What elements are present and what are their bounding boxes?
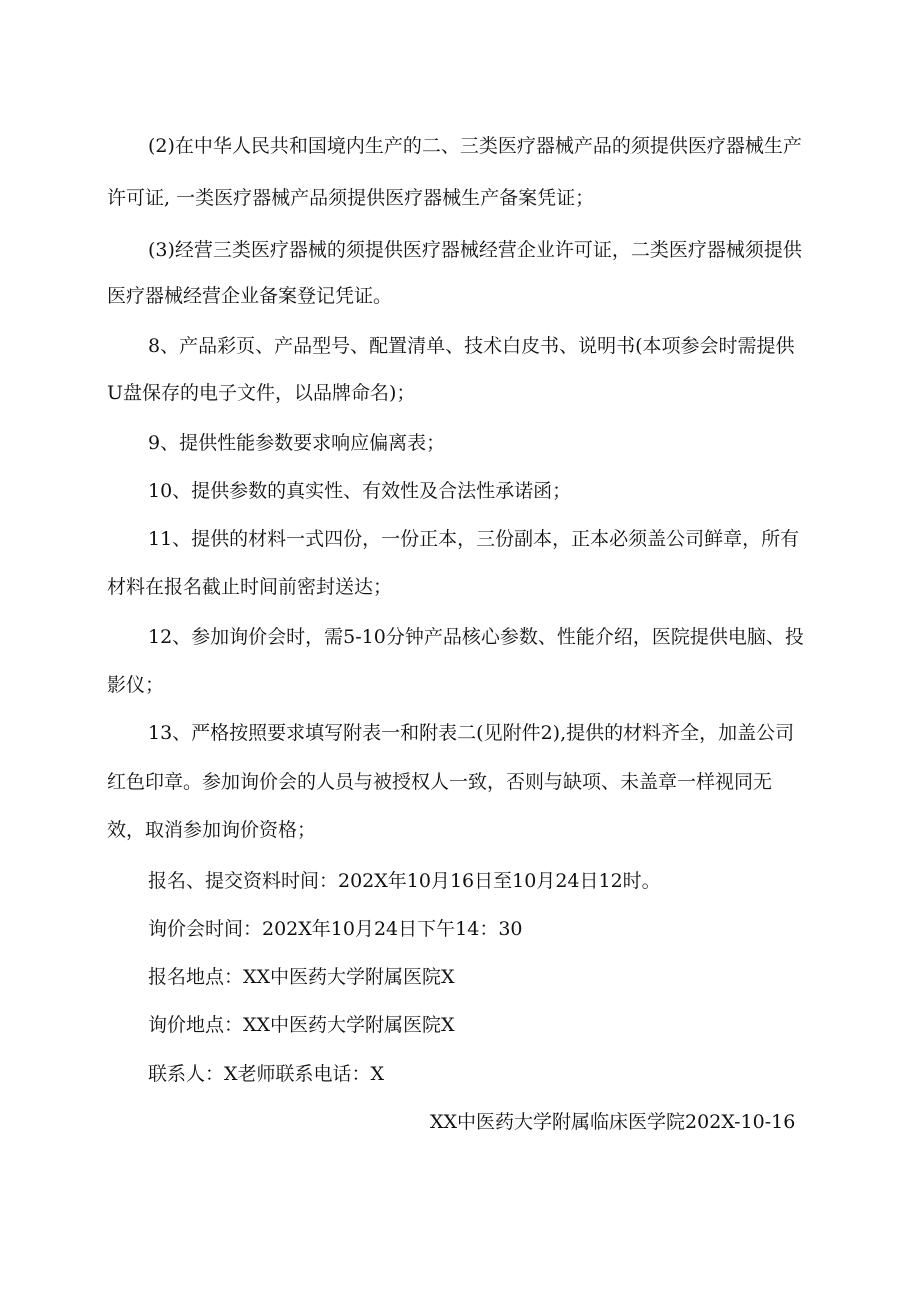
item-2-line-1: (2)在中华人民共和国境内生产的二、三类医疗器械产品的须提供医疗器械生产 [148, 135, 802, 157]
item-3-line-1: (3)经营三类医疗器械的须提供医疗器械经营企业许可证，二类医疗器械须提供 [148, 239, 802, 261]
item-12-line-2: 影仪； [107, 674, 165, 696]
item-2-line-2: 许可证, 一类医疗器械产品须提供医疗器械生产备案凭证； [107, 187, 595, 209]
registration-time: 报名、提交资料时间：202X年10月16日至10月24日12时。 [148, 870, 661, 892]
registration-location: 报名地点：XX中医药大学附属医院X [148, 966, 455, 988]
item-13-line-1: 13、严格按照要求填写附表一和附表二(见附件2),提供的材料齐全，加盖公司 [148, 722, 795, 744]
item-11-line-1: 11、提供的材料一式四份，一份正本，三份副本，正本必须盖公司鲜章，所有 [148, 528, 800, 550]
item-13-line-3: 效，取消参加询价资格； [107, 819, 317, 841]
item-11-line-2: 材料在报名截止时间前密封送达； [107, 576, 393, 598]
item-3-line-2: 医疗器械经营企业备案登记凭证。 [107, 285, 393, 307]
item-8-line-2: U盘保存的电子文件，以品牌命名)； [107, 382, 416, 404]
contact-info: 联系人：X老师联系电话：X [148, 1063, 385, 1085]
item-9: 9、提供性能参数要求响应偏离表； [148, 432, 446, 454]
item-8-line-1: 8、产品彩页、产品型号、配置清单、技术白皮书、说明书(本项参会时需提供 [148, 335, 795, 357]
item-13-line-2: 红色印章。参加询价会的人员与被授权人一致，否则与缺项、未盖章一样视同无 [107, 771, 773, 793]
signature-line: XX中医药大学附属临床医学院202X-10-16 [430, 1111, 796, 1133]
inquiry-time: 询价会时间：202X年10月24日下午14：30 [148, 918, 523, 940]
inquiry-location: 询价地点：XX中医药大学附属医院X [148, 1014, 455, 1036]
item-12-line-1: 12、参加询价会时，需5-10分钟产品核心参数、性能介绍，医院提供电脑、投 [148, 626, 804, 648]
item-10: 10、提供参数的真实性、有效性及合法性承诺函； [148, 480, 572, 502]
